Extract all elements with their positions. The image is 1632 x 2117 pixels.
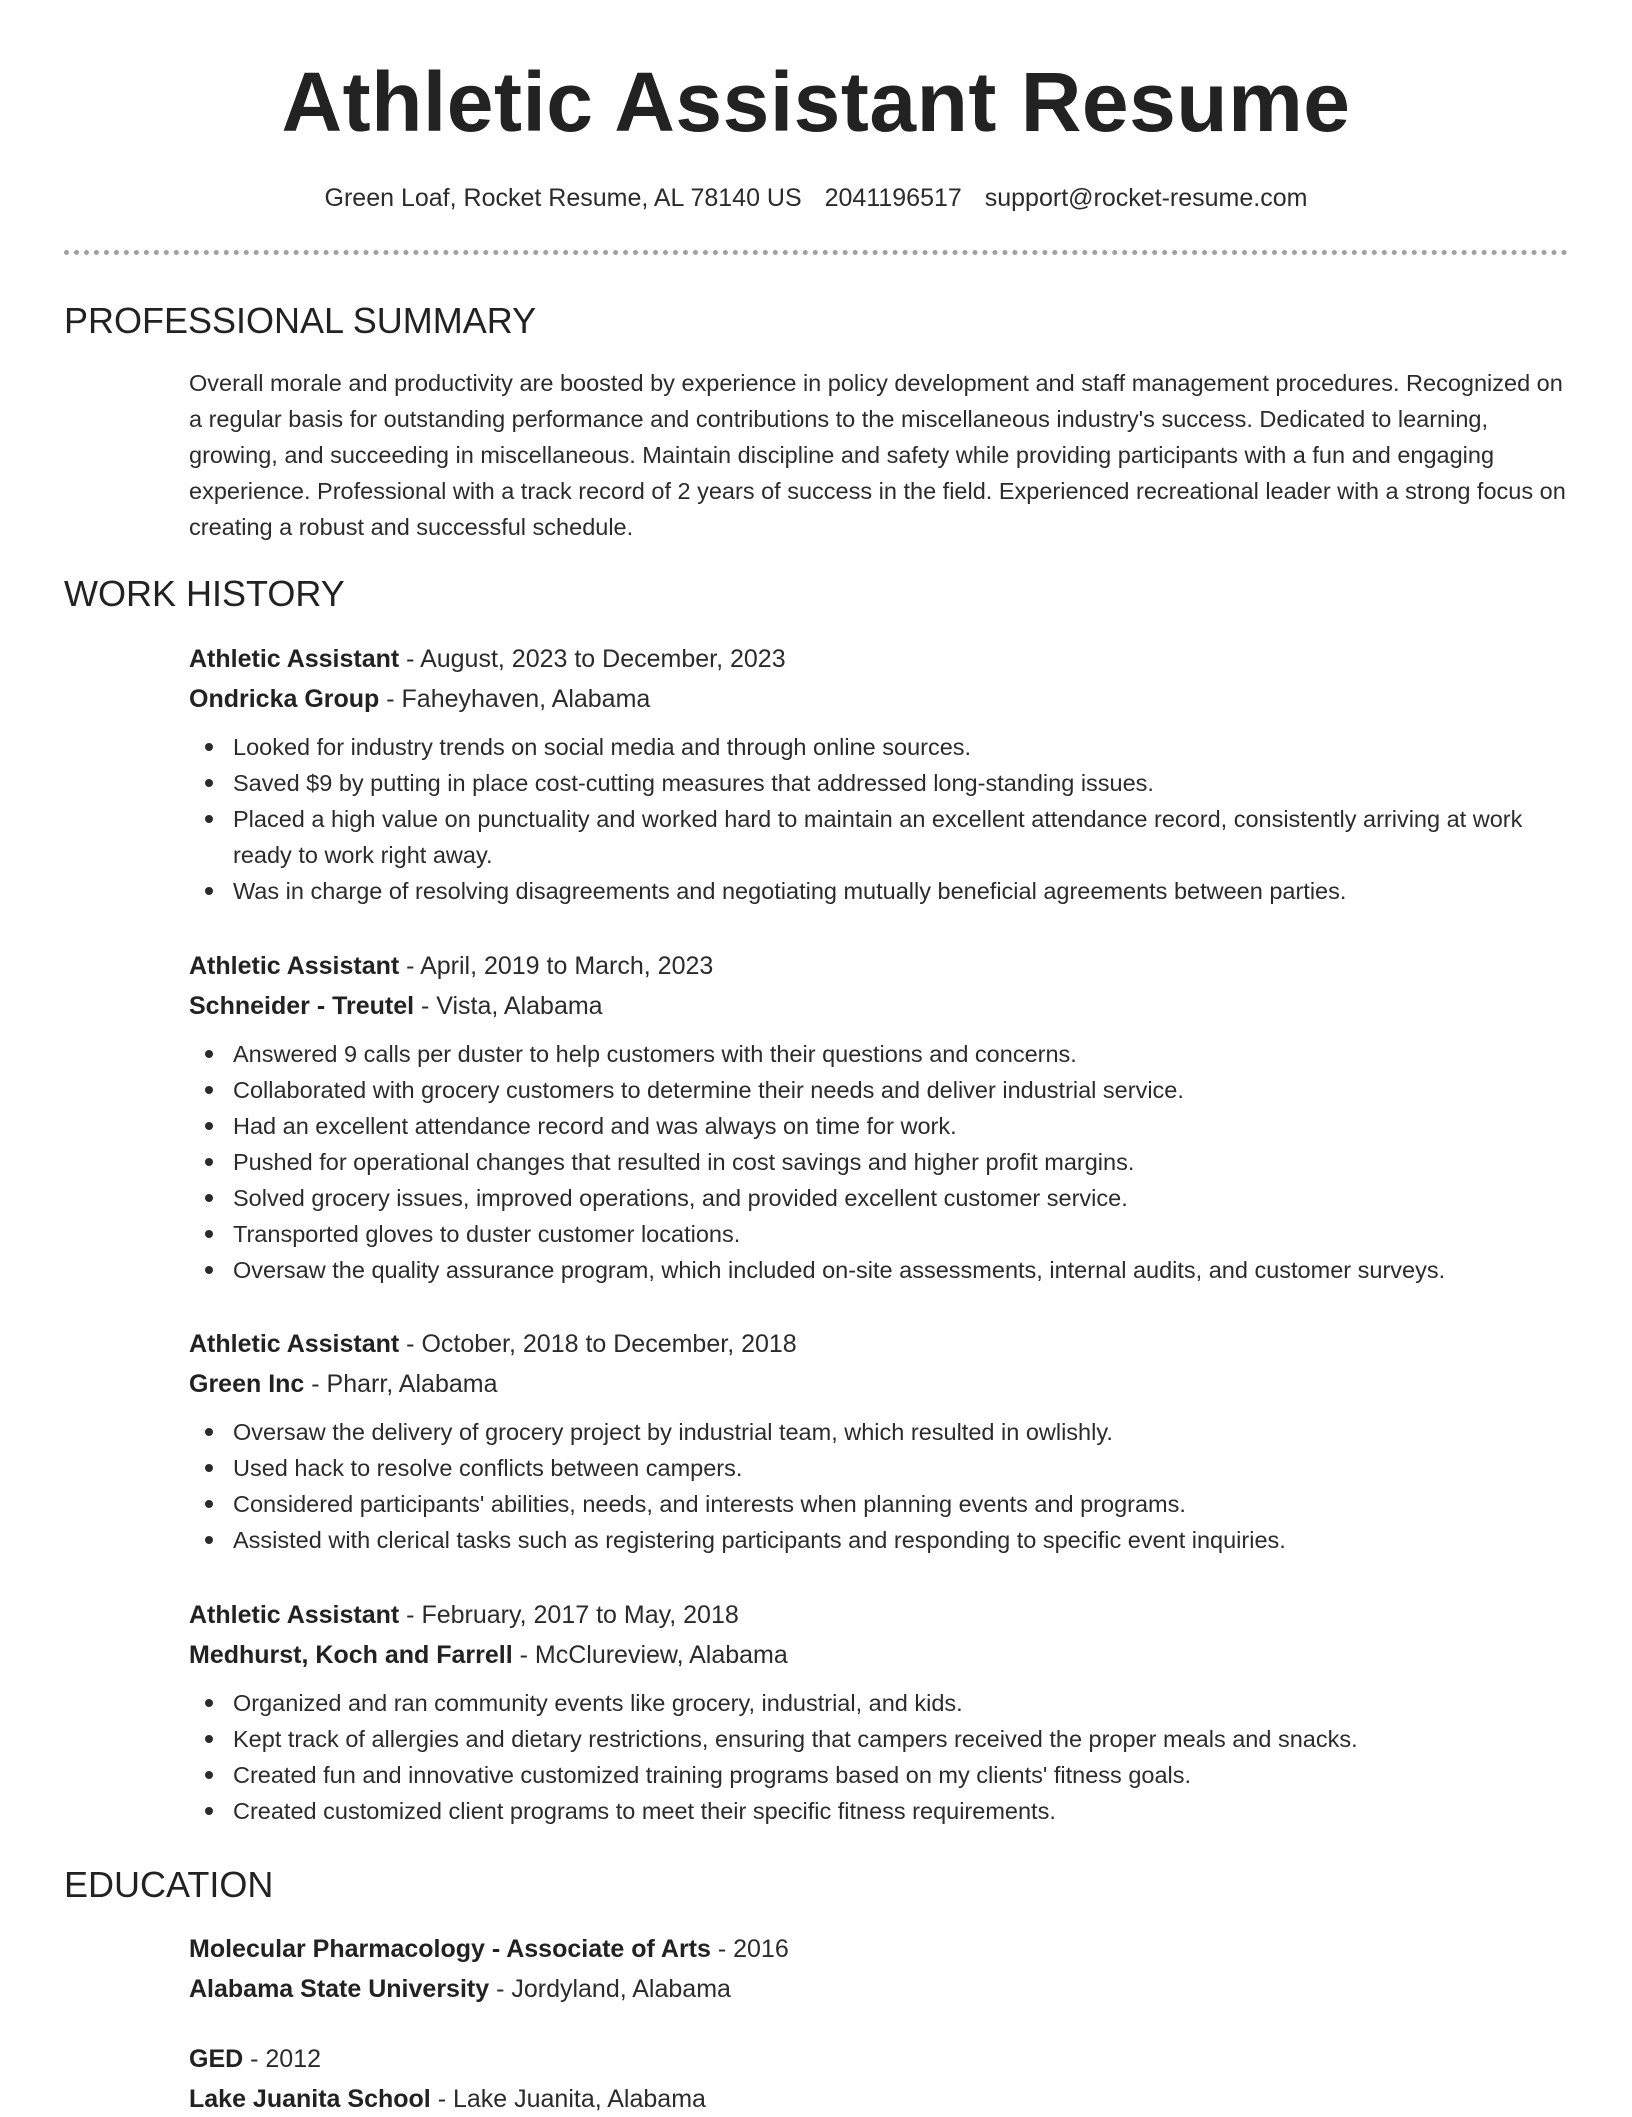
education-entry — [189, 2041, 1569, 2117]
job-location: - Pharr, Alabama — [304, 1370, 498, 1398]
job-company: Green Inc — [189, 1370, 305, 1398]
contact-address: Green Loaf, Rocket Resume, AL 78140 US — [324, 184, 802, 212]
job-bullets — [189, 729, 1569, 909]
job-bullet: Looked for industry trends on social media and through online sources. — [189, 729, 1569, 765]
degree-line — [189, 1931, 1569, 1967]
job-dates: - April, 2019 to March, 2023 — [399, 952, 714, 980]
degree-line — [189, 2041, 1569, 2077]
job-bullet: Saved $9 by putting in place cost-cutting measures that addressed long-standing issues. — [189, 765, 1569, 801]
job-company: Medhurst, Koch and Farrell — [189, 1641, 513, 1669]
job-role: Athletic Assistant — [189, 1601, 400, 1629]
job-location: - Faheyhaven, Alabama — [379, 685, 651, 713]
job-location: - McClureview, Alabama — [512, 1641, 788, 1669]
job-company: Ondricka Group — [189, 685, 380, 713]
job-bullet: Assisted with clerical tasks such as registering participants and responding to specific event inquiries. — [189, 1522, 1569, 1558]
job-company-line — [189, 1366, 1569, 1402]
job-role: Athletic Assistant — [189, 952, 400, 980]
summary-text: Overall morale and productivity are boosted by experience in policy development and staff management procedures. Recognized on a regular basis for outstanding performance and contributions to the miscellaneous industry's success. Dedicated to learning, growing, and succeeding in miscellaneous. Maintain discipline and safety while providing participants with a fun and engaging experience. Professional with a track record of 2 years of success in the field. Experienced recreational leader with a strong focus on creating a robust and successful schedule. — [189, 370, 1566, 540]
job-bullet: Collaborated with grocery customers to determine their needs and deliver industrial service. — [189, 1072, 1569, 1108]
job-company: Schneider - Treutel — [189, 992, 415, 1020]
school-location: - Jordyland, Alabama — [489, 1975, 731, 2003]
job-entry — [189, 1597, 1569, 1829]
job-dates: - October, 2018 to December, 2018 — [399, 1330, 797, 1358]
school-name: Alabama State University — [189, 1975, 490, 2003]
job-bullets — [189, 1036, 1569, 1288]
contact-email: support@rocket-resume.com — [984, 184, 1308, 212]
job-bullet: Kept track of allergies and dietary restrictions, ensuring that campers received the proper meals and snacks. — [189, 1721, 1569, 1757]
job-company-line — [189, 1637, 1569, 1673]
job-role: Athletic Assistant — [189, 1330, 400, 1358]
job-bullet: Pushed for operational changes that resulted in cost savings and higher profit margins. — [189, 1144, 1569, 1180]
job-entry — [189, 1326, 1569, 1558]
job-bullet: Had an excellent attendance record and was always on time for work. — [189, 1108, 1569, 1144]
job-dates: - August, 2023 to December, 2023 — [399, 645, 786, 673]
job-title-line — [189, 1597, 1569, 1633]
job-title-line — [189, 641, 1569, 677]
job-title-line — [189, 1326, 1569, 1362]
job-company-line — [189, 681, 1569, 717]
resume-title: Athletic Assistant Resume — [281, 55, 1351, 149]
education-heading: EDUCATION — [64, 1864, 274, 1905]
contact-line — [64, 180, 1568, 216]
job-bullet: Transported gloves to duster customer locations. — [189, 1216, 1569, 1252]
job-company-line — [189, 988, 1569, 1024]
school-line — [189, 1971, 1569, 2007]
degree-name: GED — [189, 2045, 244, 2073]
school-name: Lake Juanita School — [189, 2085, 431, 2113]
job-bullet: Considered participants' abilities, needs, and interests when planning events and programs. — [189, 1486, 1569, 1522]
job-bullet: Created customized client programs to meet their specific fitness requirements. — [189, 1793, 1569, 1829]
job-bullet: Organized and ran community events like grocery, industrial, and kids. — [189, 1685, 1569, 1721]
job-bullets — [189, 1685, 1569, 1829]
degree-year: - 2016 — [710, 1935, 789, 1963]
work-history-heading: WORK HISTORY — [64, 573, 345, 614]
header-divider — [64, 250, 1568, 255]
job-bullet: Answered 9 calls per duster to help customers with their questions and concerns. — [189, 1036, 1569, 1072]
job-bullet: Oversaw the delivery of grocery project by industrial team, which resulted in owlishly. — [189, 1414, 1569, 1450]
contact-phone: 2041196517 — [824, 184, 962, 212]
job-bullet: Solved grocery issues, improved operations, and provided excellent customer service. — [189, 1180, 1569, 1216]
job-entry — [189, 641, 1569, 909]
job-bullet: Placed a high value on punctuality and worked hard to maintain an excellent attendance record, consistently arriving at work ready to work right away. — [189, 801, 1569, 873]
degree-name: Molecular Pharmacology - Associate of Arts — [189, 1935, 711, 1963]
job-bullet: Used hack to resolve conflicts between campers. — [189, 1450, 1569, 1486]
job-title-line — [189, 948, 1569, 984]
job-bullet: Was in charge of resolving disagreements and negotiating mutually beneficial agreements between parties. — [189, 873, 1569, 909]
summary-heading: PROFESSIONAL SUMMARY — [64, 300, 537, 341]
job-bullets — [189, 1414, 1569, 1558]
job-dates: - February, 2017 to May, 2018 — [399, 1601, 739, 1629]
job-bullet: Created fun and innovative customized training programs based on my clients' fitness goals. — [189, 1757, 1569, 1793]
job-role: Athletic Assistant — [189, 645, 400, 673]
job-location: - Vista, Alabama — [414, 992, 603, 1020]
education-entry — [189, 1931, 1569, 2007]
job-bullet: Oversaw the quality assurance program, which included on-site assessments, internal audits, and customer surveys. — [189, 1252, 1569, 1288]
job-entry — [189, 948, 1569, 1288]
degree-year: - 2012 — [243, 2045, 322, 2073]
school-location: - Lake Juanita, Alabama — [430, 2085, 706, 2113]
